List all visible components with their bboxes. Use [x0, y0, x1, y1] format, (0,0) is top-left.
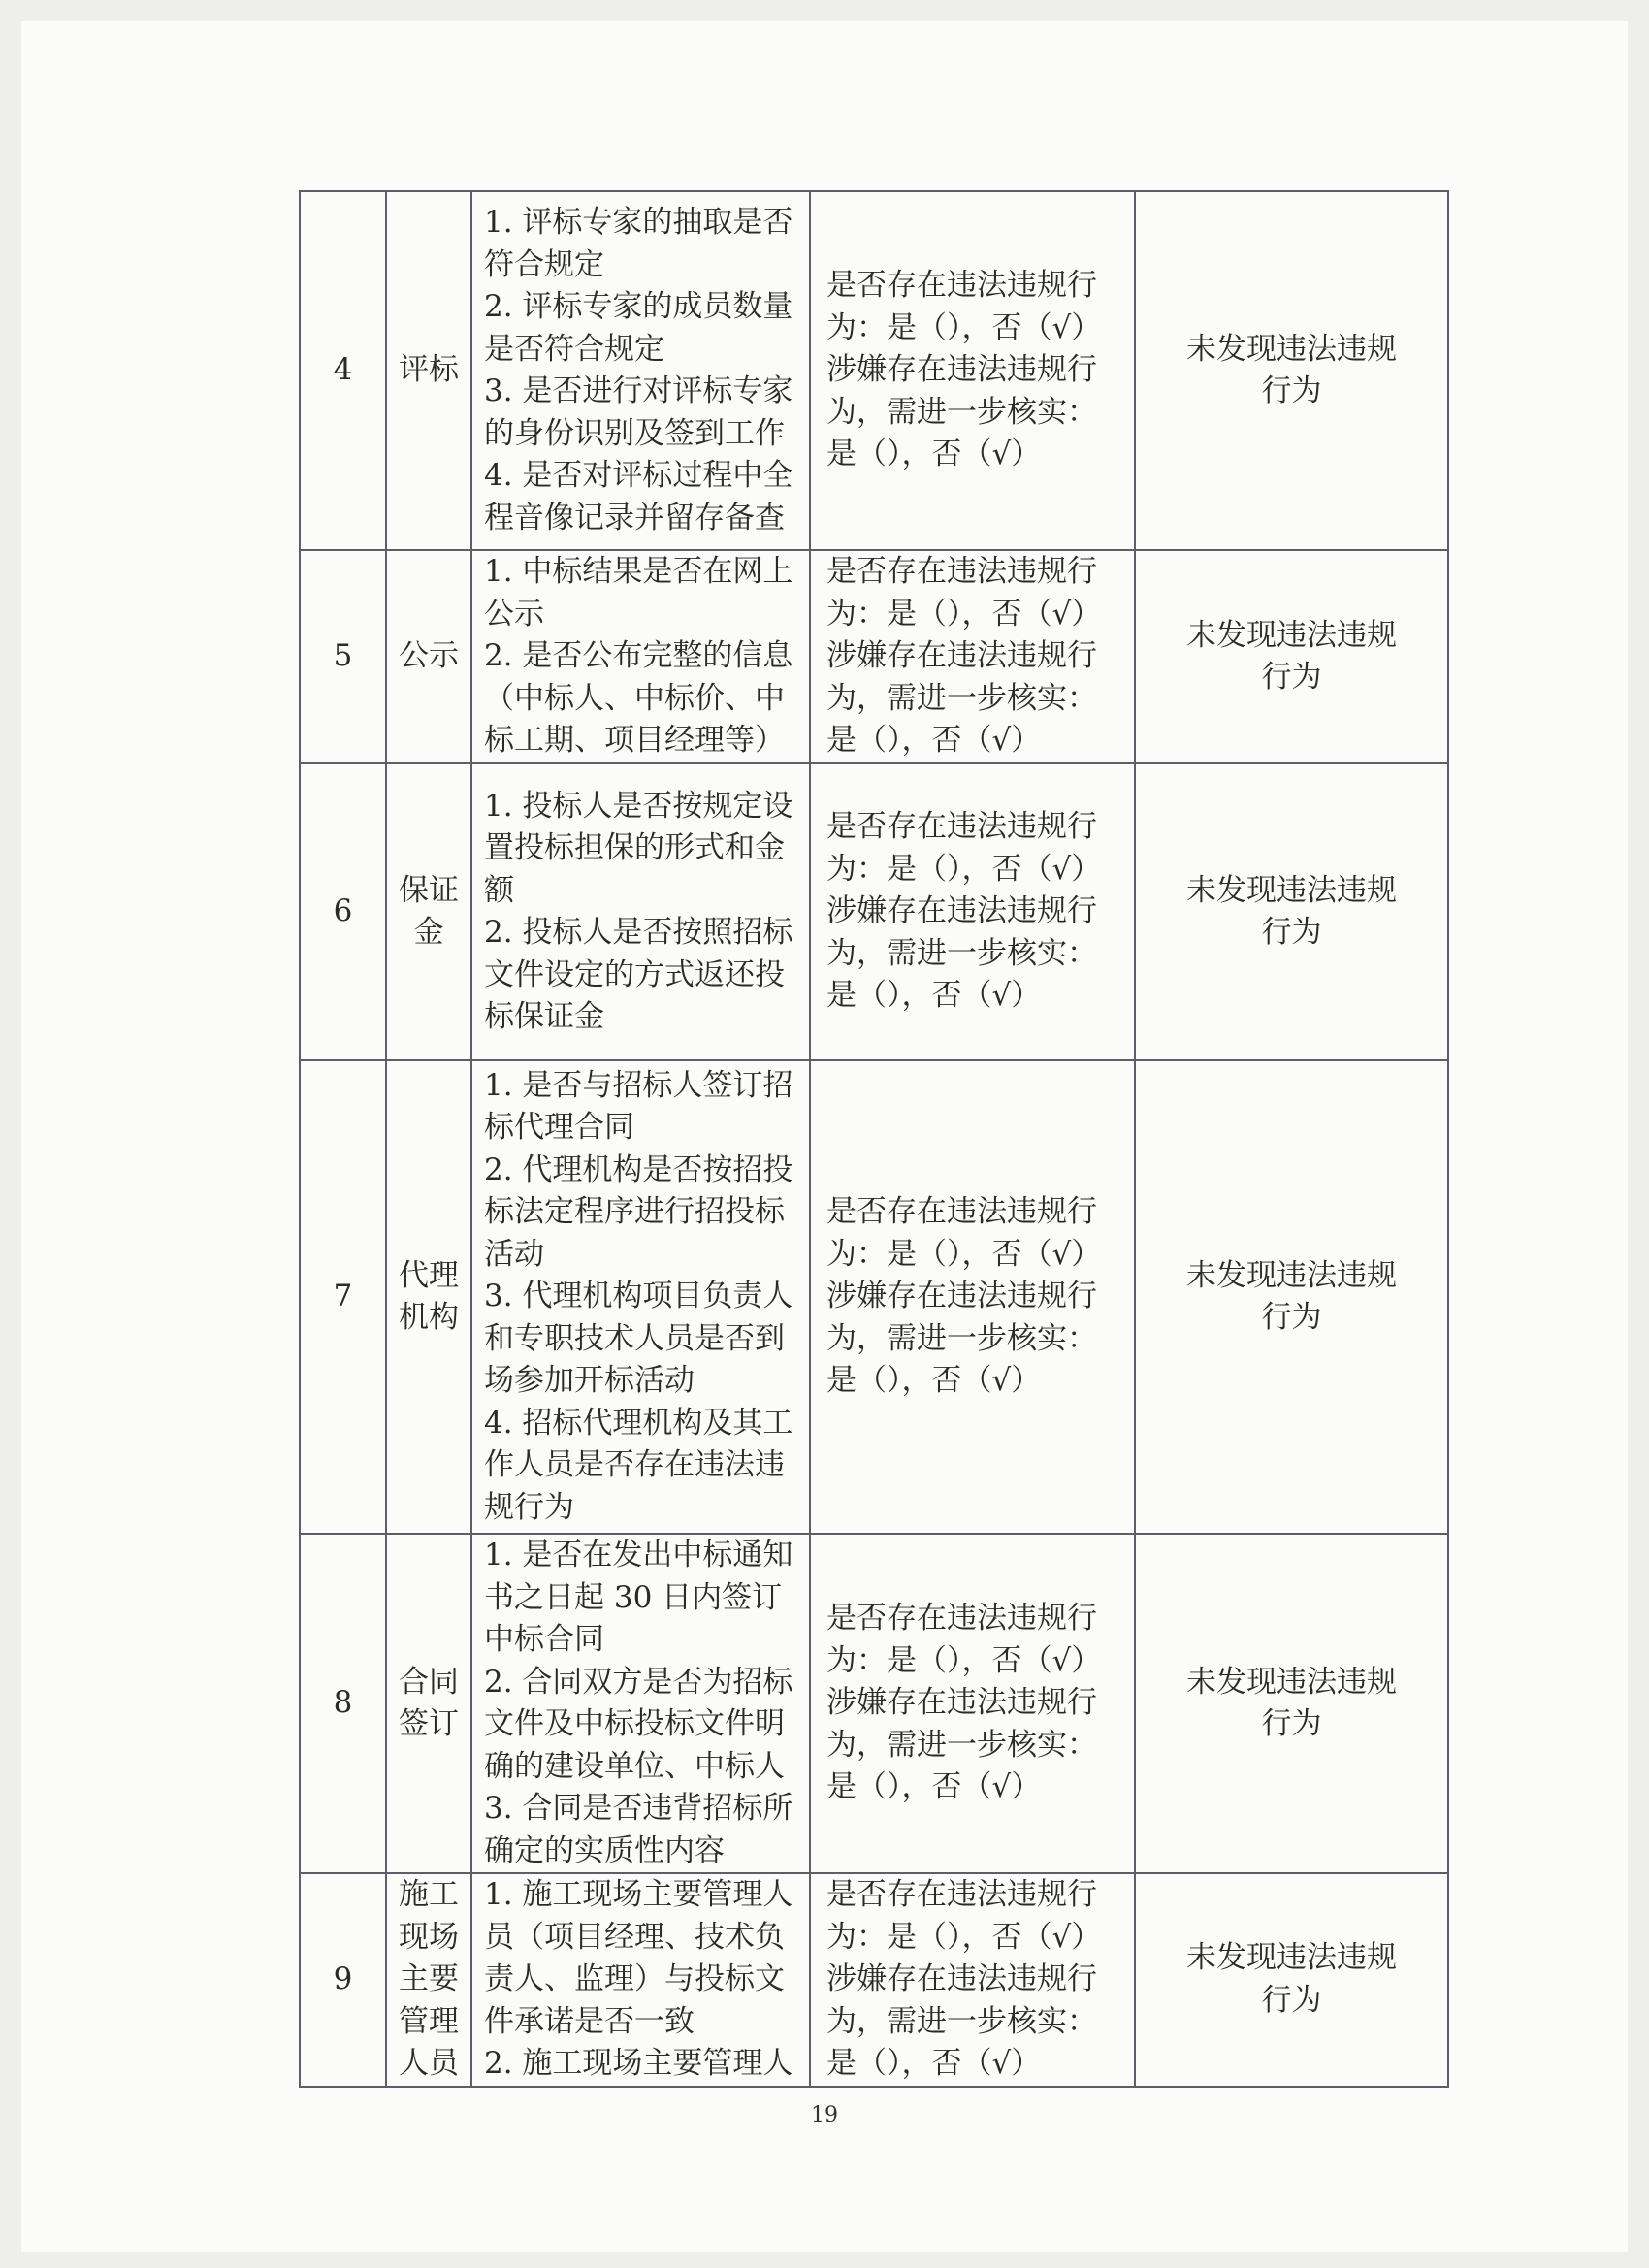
check-item: 3. 代理机构项目负责人和专职技术人员是否到场参加开标活动	[484, 1279, 793, 1399]
check-item: 2. 施工现场主要管理人	[484, 2046, 793, 2081]
stage-name: 保证金	[399, 872, 459, 950]
check-item: 1. 投标人是否按规定设置投标担保的形式和金额	[484, 788, 793, 908]
table-row	[300, 1534, 1448, 1873]
table-row	[300, 1873, 1448, 2087]
row-number: 7	[300, 1060, 386, 1534]
inspection-result: 未发现违法违规行为	[1135, 550, 1448, 763]
table-row	[300, 191, 1448, 550]
row-number: 5	[300, 550, 386, 763]
violation-check: 是否存在违法违规行为：是（），否（√）涉嫌存在违法违规行为，需进一步核实：是（），否（√）	[810, 550, 1135, 763]
violation-check: 是否存在违法违规行为：是（），否（√）涉嫌存在违法违规行为，需进一步核实：是（），否（√）	[810, 191, 1135, 550]
stage-name: 合同签订	[399, 1664, 459, 1741]
stage-name: 公示	[399, 638, 459, 674]
stage-name: 施工现场主要管理人员	[399, 1877, 459, 2081]
check-item: 2. 评标专家的成员数量是否符合规定	[484, 289, 793, 367]
check-item: 2. 是否公布完整的信息（中标人、中标价、中标工期、项目经理等）	[484, 638, 793, 759]
check-item: 1. 是否与招标人签订招标代理合同	[484, 1067, 793, 1146]
page-number: 19	[811, 2103, 838, 2127]
row-number: 6	[300, 763, 386, 1060]
inspection-table	[299, 190, 1449, 2088]
stage-name: 代理机构	[399, 1257, 459, 1335]
violation-check: 是否存在违法违规行为：是（），否（√）涉嫌存在违法违规行为，需进一步核实：是（），否（√）	[810, 1873, 1135, 2087]
check-item: 4. 是否对评标过程中全程音像记录并留存备查	[484, 458, 793, 535]
check-item: 1. 评标专家的抽取是否符合规定	[484, 205, 793, 282]
check-item: 2. 投标人是否按照招标文件设定的方式返还投标保证金	[484, 915, 793, 1034]
row-number: 8	[300, 1534, 386, 1873]
inspection-result: 未发现违法违规行为	[1135, 1060, 1448, 1534]
inspection-result: 未发现违法违规行为	[1135, 1873, 1448, 2087]
table-row	[300, 550, 1448, 763]
check-item: 2. 合同双方是否为招标文件及中标投标文件明确的建设单位、中标人	[484, 1664, 793, 1784]
check-item: 3. 合同是否违背招标所确定的实质性内容	[484, 1791, 793, 1868]
violation-check: 是否存在违法违规行为：是（），否（√）涉嫌存在违法违规行为，需进一步核实：是（），否（√）	[810, 1060, 1135, 1534]
check-item: 1. 中标结果是否在网上公示	[484, 554, 793, 632]
inspection-result: 未发现违法违规行为	[1135, 763, 1448, 1060]
violation-check: 是否存在违法违规行为：是（），否（√）涉嫌存在违法违规行为，需进一步核实：是（），否（√）	[810, 763, 1135, 1060]
row-number: 9	[300, 1873, 386, 2087]
inspection-result: 未发现违法违规行为	[1135, 191, 1448, 550]
check-item: 4. 招标代理机构及其工作人员是否存在违法违规行为	[484, 1405, 793, 1525]
inspection-result: 未发现违法违规行为	[1135, 1534, 1448, 1873]
check-item: 2. 代理机构是否按招投标法定程序进行招投标活动	[484, 1151, 793, 1272]
stage-name: 评标	[399, 352, 459, 388]
check-item: 1. 是否在发出中标通知书之日起 30 日内签订中标合同	[484, 1538, 793, 1657]
violation-check: 是否存在违法违规行为：是（），否（√）涉嫌存在违法违规行为，需进一步核实：是（），否（√）	[810, 1534, 1135, 1873]
check-item: 1. 施工现场主要管理人员（项目经理、技术负责人、监理）与投标文件承诺是否一致	[484, 1877, 793, 2039]
table-row	[300, 1060, 1448, 1534]
row-number: 4	[300, 191, 386, 550]
check-item: 3. 是否进行对评标专家的身份识别及签到工作	[484, 373, 793, 451]
table-row	[300, 763, 1448, 1060]
